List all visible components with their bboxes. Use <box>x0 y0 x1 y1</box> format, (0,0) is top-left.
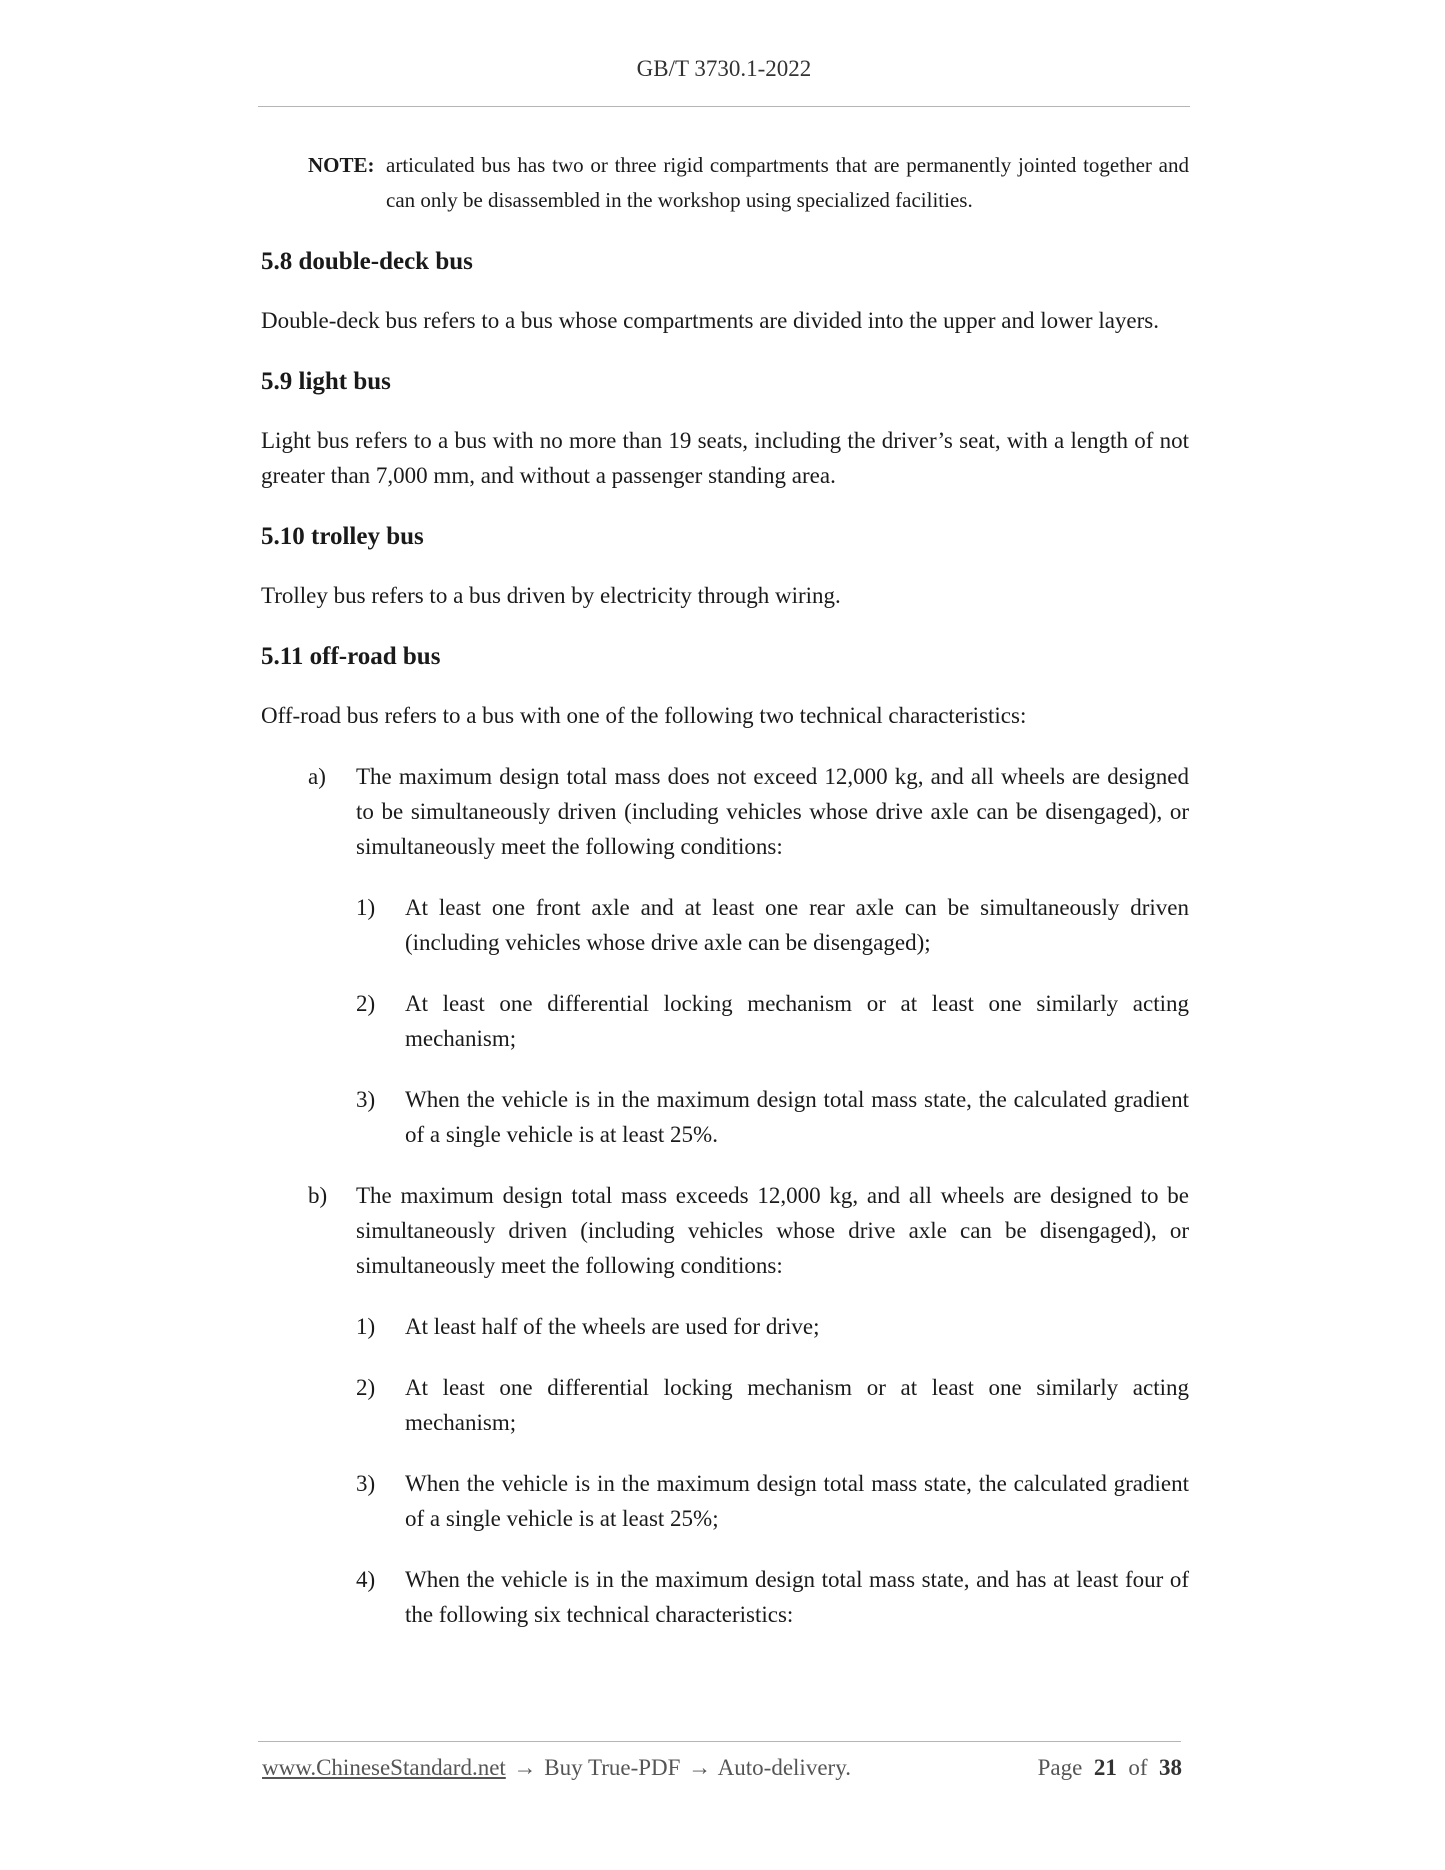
characteristics-list <box>261 759 1189 1632</box>
section-5-8 <box>261 244 1189 338</box>
note-label: NOTE: <box>308 153 375 177</box>
list-item-text: The maximum design total mass does not exceed 12,000 kg, and all wheels are designed to be simultaneously driven (including vehicles whose drive axle can be disengaged), or simultaneously meet the following conditions: <box>356 764 1189 859</box>
arrow-right-icon: → <box>688 1755 712 1780</box>
list-item-text: When the vehicle is in the maximum design total mass state, and has at least four of the following six technical characteristics: <box>405 1567 1189 1627</box>
header-divider <box>258 106 1190 107</box>
section-body: Light bus refers to a bus with no more than 19 seats, including the driver’s seat, with a length of not greater than 7,000 mm, and without a passenger standing area. <box>261 428 1189 488</box>
list-item-text: The maximum design total mass exceeds 12,000 kg, and all wheels are designed to be simultaneously driven (including vehicles whose drive axle can be disengaged), or simultaneously meet the following conditions: <box>356 1183 1189 1278</box>
section-heading: 5.11 off-road bus <box>261 643 441 670</box>
page-word: Page <box>1037 1755 1083 1780</box>
section-5-9 <box>261 364 1189 493</box>
section-heading: 5.8 double-deck bus <box>261 248 473 275</box>
list-marker: 4) <box>356 1567 376 1592</box>
section-5-10 <box>261 519 1189 613</box>
arrow-right-icon: → <box>513 1755 537 1780</box>
site-link[interactable]: www.ChineseStandard.net <box>262 1755 506 1780</box>
list-item <box>356 986 1189 1056</box>
section-5-11 <box>261 639 1189 1632</box>
list-marker: 2) <box>356 1375 376 1400</box>
list-item <box>356 890 1189 960</box>
list-item-text: When the vehicle is in the maximum design total mass state, the calculated gradient of a single vehicle is at least 25%; <box>405 1471 1189 1531</box>
list-item-text: At least half of the wheels are used for drive; <box>405 1314 820 1339</box>
conditions-list <box>356 1309 1189 1632</box>
list-marker: 3) <box>356 1087 376 1112</box>
list-marker: a) <box>308 764 326 789</box>
footer-divider <box>258 1741 1181 1742</box>
list-item-a <box>308 759 1189 1152</box>
page-header: GB/T 3730.1-2022 <box>636 56 812 81</box>
list-item-text: When the vehicle is in the maximum design total mass state, the calculated gradient of a single vehicle is at least 25%. <box>405 1087 1189 1147</box>
list-marker: 1) <box>356 895 376 920</box>
list-item-text: At least one front axle and at least one rear axle can be simultaneously driven (including vehicles whose drive axle can be disengaged); <box>405 895 1189 955</box>
section-heading: 5.10 trolley bus <box>261 523 424 550</box>
section-heading: 5.9 light bus <box>261 368 391 395</box>
document-body <box>261 148 1189 1632</box>
section-body: Off-road bus refers to a bus with one of the following two technical characteristics: <box>261 703 1027 728</box>
list-item-text: At least one differential locking mechanism or at least one similarly acting mechanism; <box>405 991 1189 1051</box>
note-block <box>308 148 1189 218</box>
current-page: 21 <box>1093 1755 1117 1780</box>
list-marker: 3) <box>356 1471 376 1496</box>
note-text: articulated bus has two or three rigid compartments that are permanently jointed together and can only be disassembled in the workshop using specialized facilities. <box>386 153 1189 212</box>
footer-promo <box>262 1755 851 1781</box>
list-marker: b) <box>308 1183 328 1208</box>
list-item-b <box>308 1178 1189 1632</box>
delivery-text: Auto-delivery. <box>717 1755 851 1780</box>
conditions-list <box>356 890 1189 1152</box>
list-marker: 2) <box>356 991 376 1016</box>
list-item <box>356 1082 1189 1152</box>
total-pages: 38 <box>1159 1755 1182 1780</box>
list-item <box>356 1309 1189 1344</box>
list-item <box>356 1370 1189 1440</box>
list-item <box>356 1562 1189 1632</box>
of-word: of <box>1128 1755 1148 1780</box>
list-item <box>356 1466 1189 1536</box>
buy-text: Buy True-PDF <box>544 1755 681 1780</box>
list-marker: 1) <box>356 1314 376 1339</box>
section-body: Trolley bus refers to a bus driven by electricity through wiring. <box>261 583 841 608</box>
section-body: Double-deck bus refers to a bus whose compartments are divided into the upper and lower layers. <box>261 308 1159 333</box>
page-number <box>1038 1755 1182 1781</box>
list-item-text: At least one differential locking mechanism or at least one similarly acting mechanism; <box>405 1375 1189 1435</box>
